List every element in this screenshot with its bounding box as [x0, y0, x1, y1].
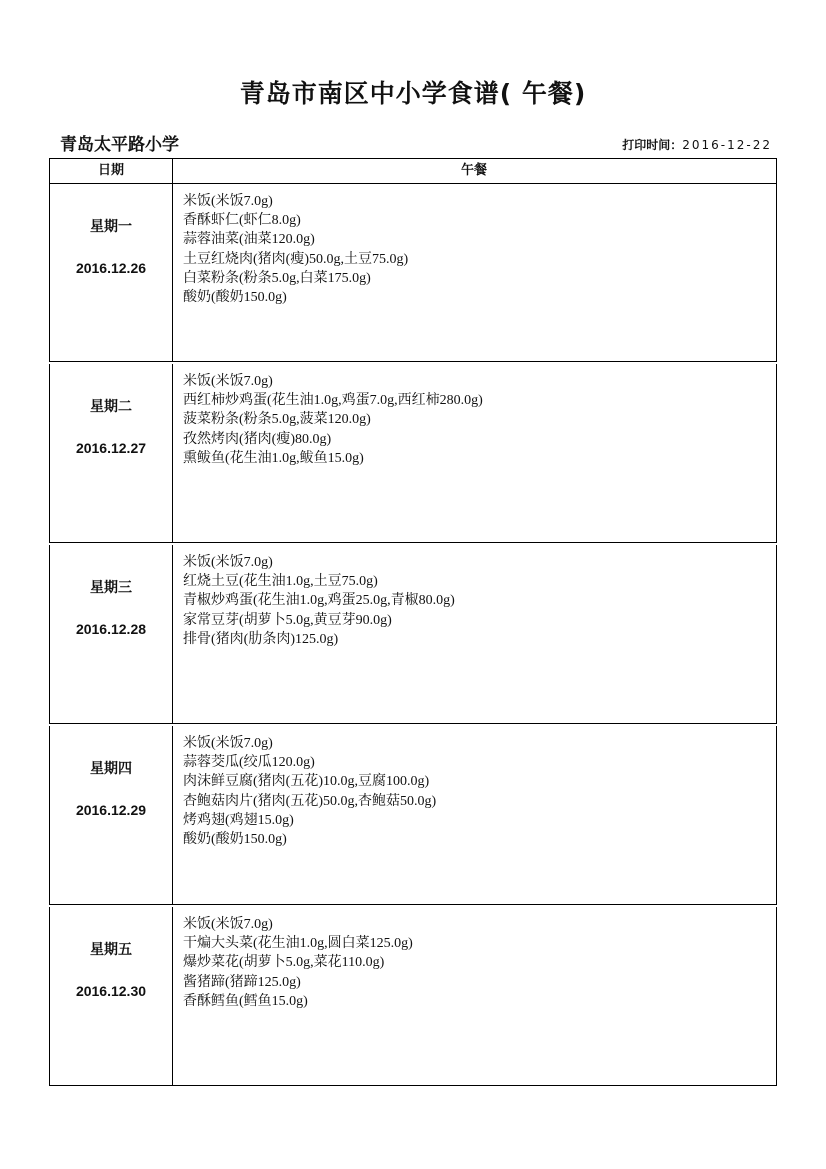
table-header [49, 158, 777, 184]
day-row-wednesday [49, 545, 777, 724]
dish-item: 酸奶(酸奶150.0g) [183, 832, 287, 848]
dish-item: 红烧土豆(花生油1.0g,土豆75.0g) [183, 574, 378, 590]
page-title: 青岛市南区中小学食谱( 午餐) [239, 79, 587, 108]
dish-item: 爆炒菜花(胡萝卜5.0g,菜花110.0g) [183, 955, 385, 971]
dish-item: 熏鲅鱼(花生油1.0g,鲅鱼15.0g) [183, 450, 364, 466]
header-date: 日期 [50, 159, 173, 183]
dish-list [183, 553, 768, 649]
dish-item: 酱猪蹄(猪蹄125.0g) [183, 974, 301, 990]
dish-item: 蒜蓉茭瓜(绞瓜120.0g) [183, 755, 315, 771]
print-time-value: 2016-12-22 [682, 138, 772, 152]
dish-item: 肉沫鲜豆腐(猪肉(五花)10.0g,豆腐100.0g) [183, 774, 430, 790]
dish-item: 烤鸡翅(鸡翅15.0g) [183, 812, 294, 828]
day-row-tuesday [49, 364, 777, 543]
dish-item: 酸奶(酸奶150.0g) [183, 290, 287, 306]
weekday-label: 星期三 [90, 580, 132, 596]
dish-item: 米饭(米饭7.0g) [183, 194, 273, 209]
school-name: 青岛太平路小学 [60, 135, 179, 155]
dish-item: 米饭(米饭7.0g) [183, 917, 273, 932]
dish-item: 家常豆芽(胡萝卜5.0g,黄豆芽90.0g) [183, 612, 392, 628]
weekday-label: 星期二 [90, 399, 132, 415]
dish-item: 米饭(米饭7.0g) [183, 736, 273, 751]
day-row-friday [49, 907, 777, 1086]
dish-item: 菠菜粉条(粉条5.0g,菠菜120.0g) [183, 412, 371, 428]
date-cell [50, 726, 173, 904]
dish-item: 孜然烤肉(猪肉(瘦)80.0g) [183, 431, 332, 447]
dish-item: 米饭(米饭7.0g) [183, 374, 273, 389]
dish-item: 香酥鳕鱼(鳕鱼15.0g) [183, 993, 308, 1009]
dish-item: 米饭(米饭7.0g) [183, 555, 273, 570]
menu-table [49, 158, 777, 1088]
dish-item: 排骨(猪肉(肋条肉)125.0g) [183, 631, 339, 647]
dish-item: 蒜蓉油菜(油菜120.0g) [183, 232, 315, 248]
dish-list [183, 192, 768, 307]
dish-item: 白菜粉条(粉条5.0g,白菜175.0g) [183, 270, 371, 286]
weekday-label: 星期四 [90, 761, 132, 777]
date-cell [50, 184, 173, 361]
dish-list [183, 372, 768, 468]
date-label: 2016.12.30 [75, 983, 147, 999]
date-label: 2016.12.26 [75, 260, 147, 276]
date-cell [50, 545, 173, 723]
date-label: 2016.12.27 [75, 440, 147, 456]
date-label: 2016.12.29 [75, 802, 147, 818]
dish-item: 香酥虾仁(虾仁8.0g) [183, 213, 301, 229]
weekday-label: 星期五 [90, 942, 132, 958]
weekday-label: 星期一 [90, 219, 132, 235]
header-lunch: 午餐 [460, 163, 487, 178]
dish-list [183, 734, 768, 849]
date-cell [50, 907, 173, 1085]
dish-item: 西红柿炒鸡蛋(花生油1.0g,鸡蛋7.0g,西红柿280.0g) [183, 393, 483, 409]
print-time-label: 打印时间： [622, 138, 683, 152]
day-row-monday [49, 184, 777, 362]
day-row-thursday [49, 726, 777, 905]
dish-item: 干煸大头菜(花生油1.0g,圆白菜125.0g) [183, 936, 413, 952]
dish-item: 青椒炒鸡蛋(花生油1.0g,鸡蛋25.0g,青椒80.0g) [183, 593, 455, 609]
date-cell [50, 364, 173, 542]
dish-item: 杏鲍菇肉片(猪肉(五花)50.0g,杏鲍菇50.0g) [183, 793, 437, 809]
dish-item: 土豆红烧肉(猪肉(瘦)50.0g,土豆75.0g) [183, 251, 409, 267]
date-label: 2016.12.28 [75, 621, 147, 637]
dish-list [183, 915, 768, 1011]
print-time [622, 136, 772, 153]
